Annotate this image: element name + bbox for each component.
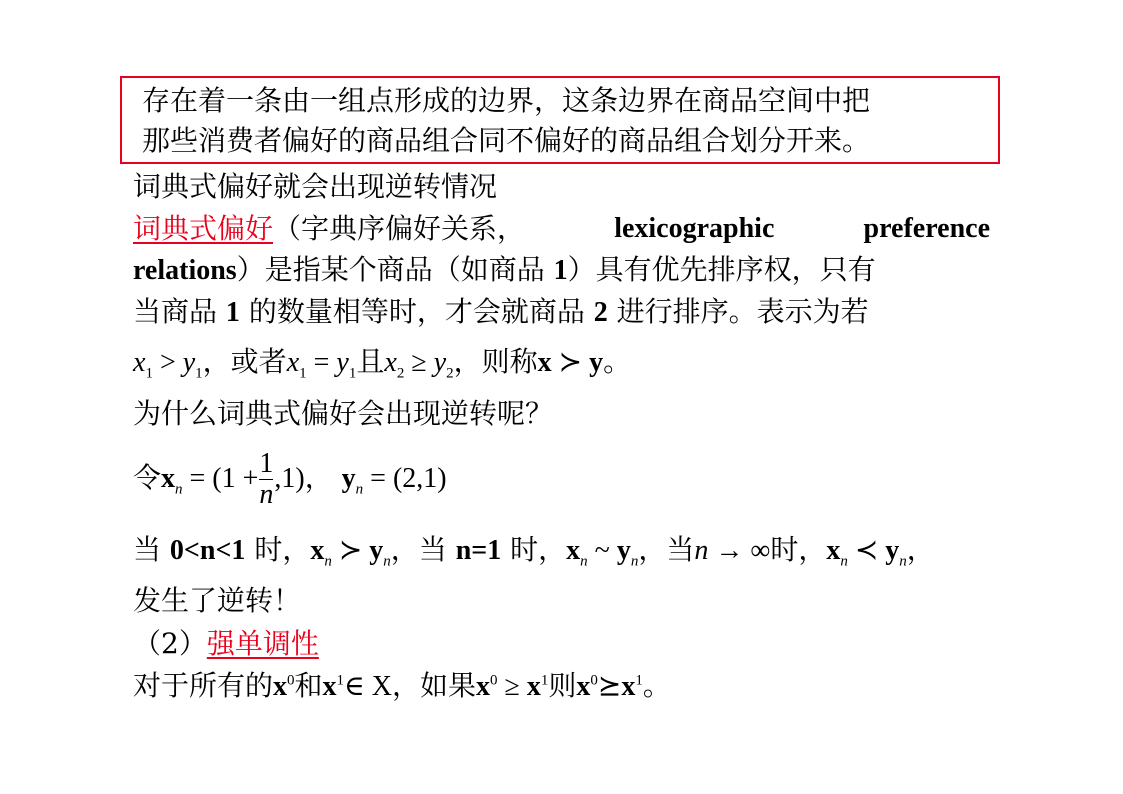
box-line-1: 存在着一条由一组点形成的边界，这条边界在商品空间中把: [142, 84, 871, 117]
formula-strong-monotonicity: 对于所有的$x^0$和$x^1\in$ X，如果$x^0 \ge x^1$则$x^0⪰x^1$。: [133, 669, 671, 702]
highlight-box: [120, 76, 1000, 164]
paragraph-reversal-occurs: 发生了逆转！: [133, 584, 302, 617]
english-term-3: relations: [133, 255, 237, 286]
paragraph-definition-line-1: [133, 212, 990, 246]
section-heading-strong-monotonicity: （2）强单调性: [133, 627, 319, 660]
paragraph-question: 为什么词典式偏好会出现逆转呢？: [133, 397, 554, 430]
formula-sequences: 令$x_n = (1$ + $\frac{1}{n}$ ,1)， $y_n = (2,1)$: [133, 448, 447, 510]
strong-monotonicity-term: 强单调性: [206, 627, 319, 660]
english-term-1: lexicographic: [614, 213, 775, 244]
english-term-2: preference: [863, 213, 990, 244]
paragraph-reversal-note: 词典式偏好就会出现逆转情况: [133, 170, 498, 203]
paragraph-reversal-cases: 当 0<n<1 时，$x_n$ ≻ $y_n$，当 n=1 时，$x_n$ ~ $y_n$，当n → ∞时，$x_n$ ≺ $y_n$，: [133, 533, 935, 570]
paragraph-definition-line-2: relations）是指某个商品（如商品 1）具有优先排序权，只有: [133, 253, 876, 286]
formula-lexicographic-condition: $x_1 > y_1$，或者$x_1 = y_1$且$x_2 \ge y_2$，则称x ≻ y。: [133, 345, 632, 382]
fraction-one-over-n: $\frac{1}{n}$: [259, 448, 274, 510]
paragraph-definition-line-3: 当商品 1 的数量相等时，才会就商品 2 进行排序。表示为若: [133, 295, 869, 328]
box-line-2: 那些消费者偏好的商品组合同不偏好的商品组合划分开来。: [142, 124, 871, 157]
lexicographic-term: 词典式偏好: [133, 212, 274, 245]
definition-paren: （字典序偏好关系，: [273, 212, 526, 245]
